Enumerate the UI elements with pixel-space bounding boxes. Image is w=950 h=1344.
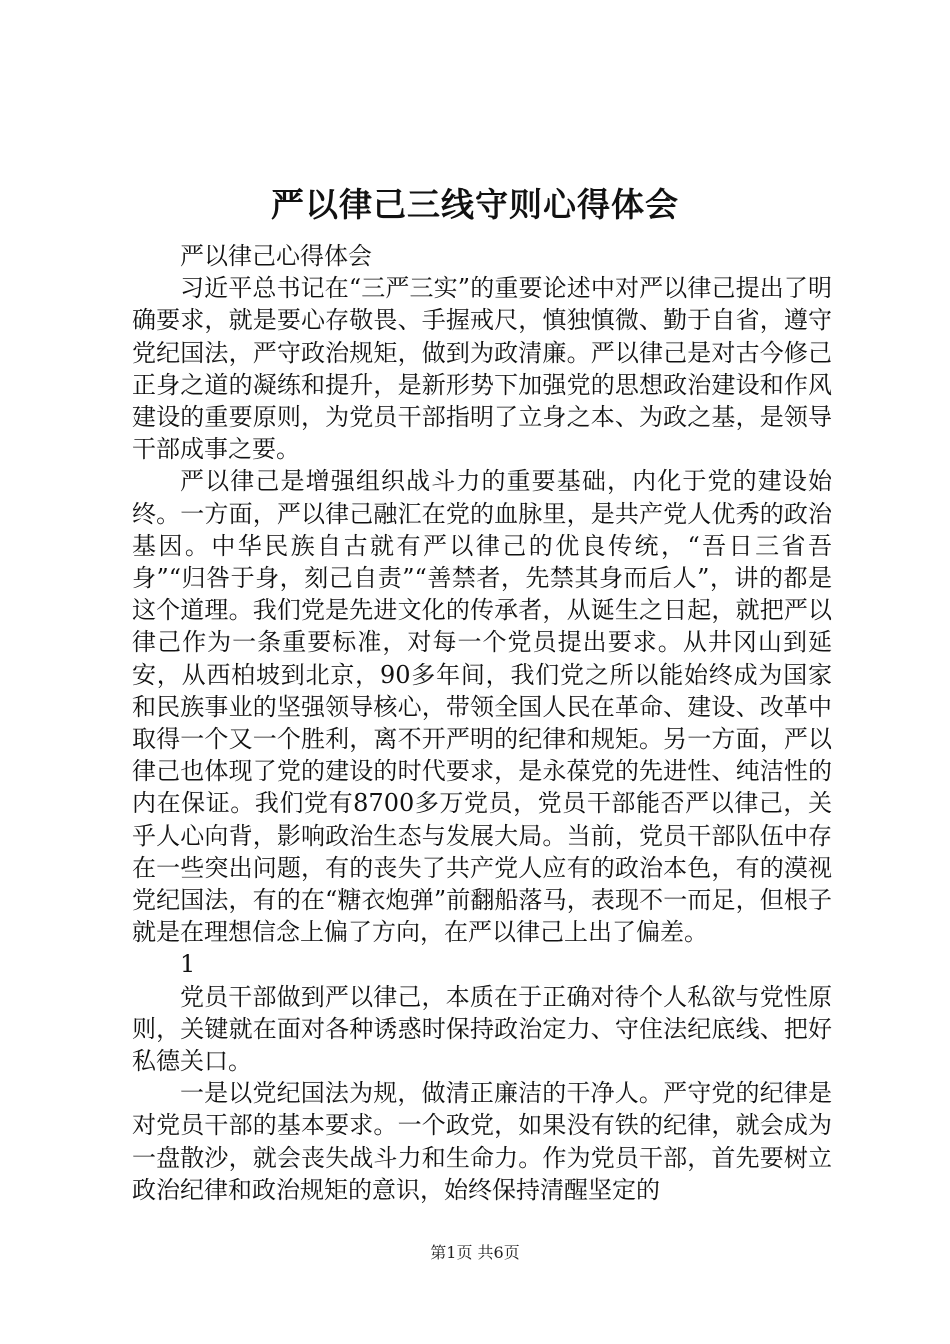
document-title: 严以律己三线守则心得体会 [271,185,679,224]
paragraph: 一是以党纪国法为规，做清正廉洁的干净人。严守党的纪律是对党员干部的基本要求。一个政党，如果没有铁的纪律，就会成为一盘散沙，就会丧失战斗力和生命力。作为党员干部，首先要树立政治纪律和政治规矩的意识，始终保持清醒坚定的 [132,1079,832,1204]
paragraph: 党员干部做到严以律己，本质在于正确对待个人私欲与党性原则，关键就在面对各种诱惑时保持政治定力、守住法纪底线、把好私德关口。 [132,982,832,1076]
paragraph: 严以律己是增强组织战斗力的重要基础，内化于党的建设始终。一方面，严以律己融汇在党的血脉里，是共产党人优秀的政治基因。中华民族自古就有严以律己的优良传统，“吾日三省吾身”“归咎于身，刻己自责”“善禁者，先禁其身而后人”，讲的都是这个道理。我们党是先进文化的传承者，从诞生之日起，就把严以律己作为一条重要标准，对每一个党员提出要求。从井冈山到延安，从西柏坡到北京，90多年间，我们党之所以能始终成为国家和民族事业的坚强领导核心，带领全国人民在革命、建设、改革中取得一个又一个胜利，离不开严明的纪律和规矩。另一方面，严以律己也体现了党的建设的时代要求，是永葆党的先进性、纯洁性的内在保证。我们党有8700多万党员，党员干部能否严以律己，关乎人心向背，影响政治生态与发展大局。当前，党员干部队伍中存在一些突出问题，有的丧失了共产党人应有的政治本色，有的漠视党纪国法，有的在“糖衣炮弹”前翻船落马，表现不一而足，但根子就是在理想信念上偏了方向，在严以律己上出了偏差。 [132,467,832,947]
section-marker: 1 [180,950,196,979]
paragraph: 习近平总书记在“三严三实”的重要论述中对严以律己提出了明确要求，就是要心存敬畏、手握戒尺，慎独慎微、勤于自省，遵守党纪国法，严守政治规矩，做到为政清廉。严以律己是对古今修己正身之道的凝练和提升，是新形势下加强党的思想政治建设和作风建设的重要原则，为党员干部指明了立身之本、为政之基，是领导干部成事之要。 [132,274,832,464]
document-body [132,240,832,1206]
subtitle-line: 严以律己心得体会 [180,242,372,270]
page-footer: 第1页 共6页 [430,1243,520,1262]
